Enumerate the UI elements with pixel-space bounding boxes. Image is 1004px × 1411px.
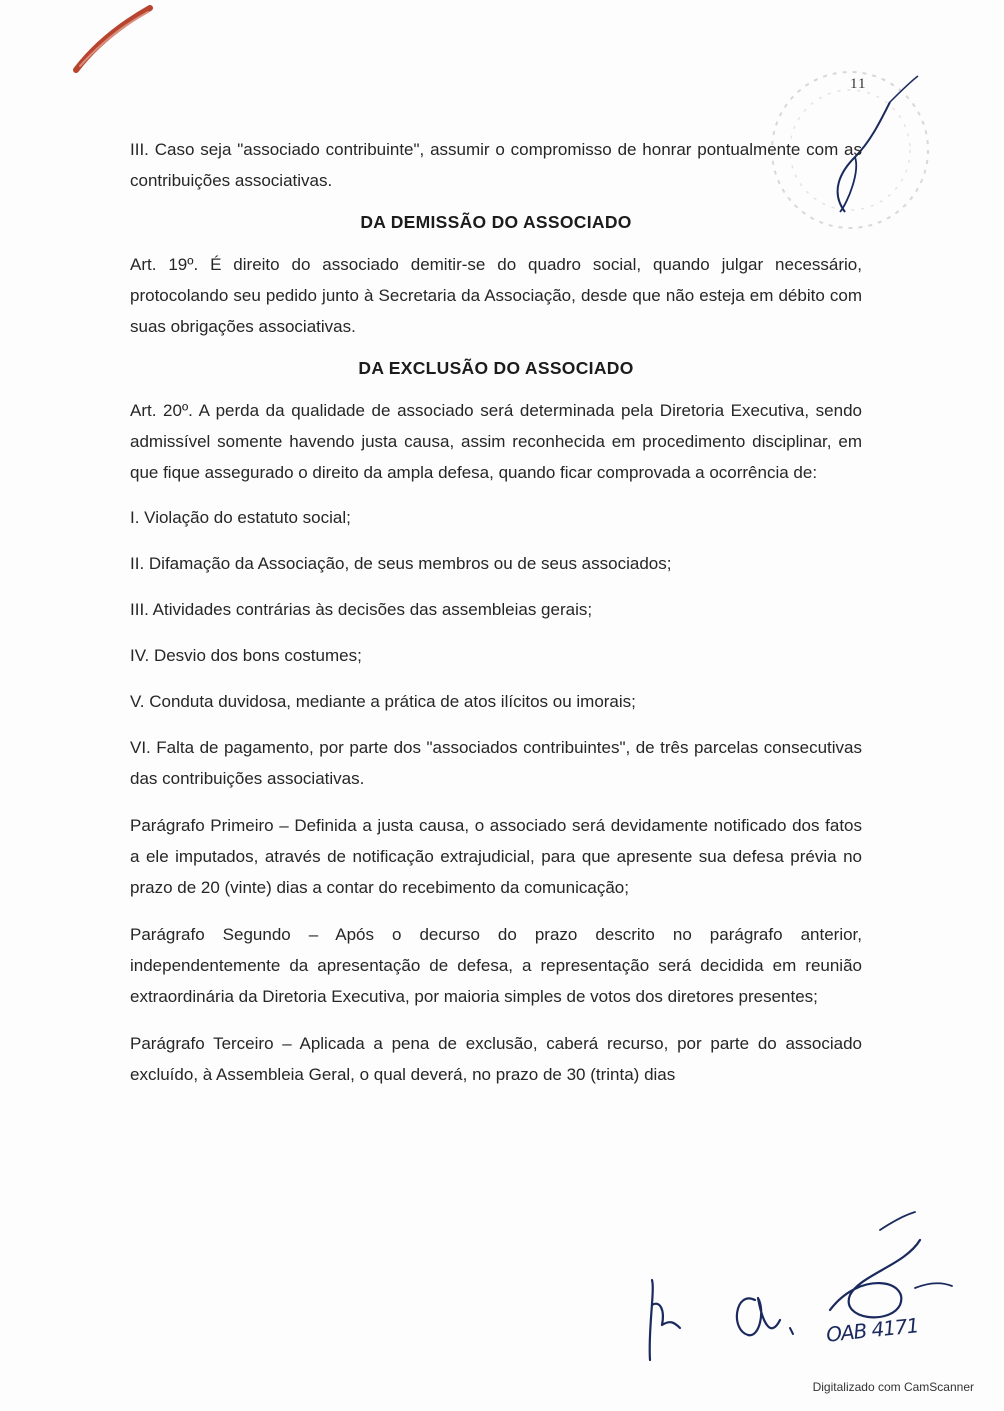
handwritten-signatures	[630, 1210, 960, 1370]
paragraph-primeiro: Parágrafo Primeiro – Definida a justa causa, o associado será devidamente notificado dos fatos a ele imputados, através de notificação extrajudicial, para que apresente sua defesa prévia no prazo de 20 (vinte) dias a contar do recebimento da comunicação;	[130, 816, 862, 897]
paragraph-iii-contribution: III. Caso seja "associado contribuinte", assumir o compromisso de honrar pontualmente com as contribuições associativas.	[130, 140, 862, 190]
list-item-iv: IV. Desvio dos bons costumes;	[130, 646, 362, 665]
scanner-watermark: Digitalizado com CamScanner	[812, 1380, 974, 1394]
page-number: 11	[850, 76, 867, 92]
paragraph-segundo: Parágrafo Segundo – Após o decurso do prazo descrito no parágrafo anterior, independentemente da apresentação de defesa, a representação será decidida em reunião extraordinária da Diretoria Executiva, por maioria simples de votos dos diretores presentes;	[130, 925, 862, 1006]
list-item-ii: II. Difamação da Associação, de seus membros ou de seus associados;	[130, 554, 672, 573]
article-20: Art. 20º. A perda da qualidade de associado será determinada pela Diretoria Executiva, sendo admissível somente havendo justa causa, assim reconhecida em procedimento disciplinar, em que fique assegurado o direito da ampla defesa, quando ficar comprovada a ocorrência de:	[130, 401, 862, 482]
list-item-i: I. Violação do estatuto social;	[130, 508, 351, 527]
corner-fold-mark	[0, 0, 160, 80]
article-19: Art. 19º. É direito do associado demitir-se do quadro social, quando julgar necessário, protocolando seu pedido junto à Secretaria da Associação, desde que não esteja em débito com suas obrigações associativas.	[130, 255, 862, 336]
list-item-iii: III. Atividades contrárias às decisões das assembleias gerais;	[130, 600, 593, 619]
list-item-vi: VI. Falta de pagamento, por parte dos "associados contribuintes", de três parcelas consecutivas das contribuições associativas.	[130, 738, 862, 788]
heading-demissao: DA DEMISSÃO DO ASSOCIADO	[360, 212, 632, 232]
paragraph-terceiro: Parágrafo Terceiro – Aplicada a pena de exclusão, caberá recurso, por parte do associado excluído, à Assembleia Geral, o qual deverá, no prazo de 30 (trinta) dias	[130, 1034, 862, 1084]
document-body	[130, 134, 862, 1090]
heading-exclusao: DA EXCLUSÃO DO ASSOCIADO	[358, 358, 634, 378]
list-item-v: V. Conduta duvidosa, mediante a prática de atos ilícitos ou imorais;	[130, 692, 636, 711]
oab-annotation: OAB 4171	[824, 1313, 920, 1347]
